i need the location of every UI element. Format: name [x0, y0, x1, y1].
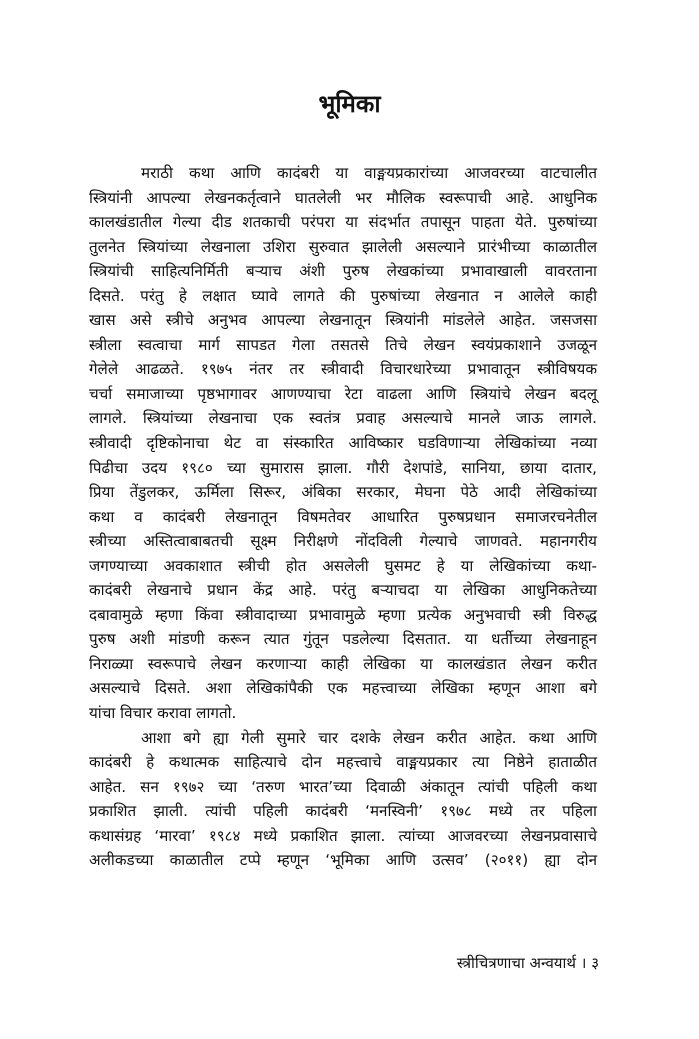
text-line: तुलनेत स्त्रियांच्या लेखनाला उशिरा सुरुवात झालेली असल्याने प्रारंभीच्या काळातील	[89, 237, 597, 256]
text-line: स्त्रीवादी दृष्टिकोनाचा थेट वा संस्कारित आविष्कार घडविणाऱ्या लेखिकांच्या नव्या	[89, 434, 597, 453]
text-line: स्त्रीच्या अस्तित्वाबाबतची सूक्ष्म निरीक्षणे नोंदविली गेल्याचे जाणवते. महानगरीय	[89, 532, 597, 551]
text-line: कादंबरी हे कथात्मक साहित्याचे दोन महत्त्वाचे वाङ्मयप्रकार त्या निष्ठेने हाताळीत	[89, 753, 597, 772]
text-line: खास असे स्त्रीचे अनुभव आपल्या लेखनातून स्त्रियांनी मांडलेले आहेत. जसजसा	[89, 311, 597, 330]
text-line: स्त्रियांनी आपल्या लेखनकर्तृत्वाने घातलेली भर मौलिक स्वरूपाची आहे. आधुनिक	[89, 188, 597, 207]
text-line: स्त्रीला स्वत्वाचा मार्ग सापडत गेला तसतसे तिचे लेखन स्वयंप्रकाशाने उजळून	[89, 335, 597, 354]
text-line: निराळ्या स्वरूपाचे लेखन करणाऱ्या काही लेखिका या कालखंडात लेखन करीत	[89, 654, 597, 673]
text-line: मराठी कथा आणि कादंबरी या वाङ्मयप्रकारांच्या आजवरच्या वाटचालीत	[141, 164, 597, 182]
text-line: कादंबरी लेखनाचे प्रधान केंद्र आहे. परंतु बऱ्याचदा या लेखिका आधुनिकतेच्या	[89, 581, 597, 600]
text-line: स्त्रियांची साहित्यनिर्मिती बऱ्याच अंशी पुरुष लेखकांच्या प्रभावाखाली वावरताना	[89, 262, 597, 281]
text-line: चर्चा समाजाच्या पृष्ठभागावर आणण्याचा रेटा वाढला आणि स्त्रियांचे लेखन बदलू	[89, 384, 597, 403]
text-line: अलीकडच्या काळातील टप्पे म्हणून ‘भूमिका आणि उत्सव’ (२०११) ह्या दोन	[89, 851, 597, 870]
text-line: यांचा विचार करावा लागतो.	[89, 704, 237, 723]
text-line: प्रिया तेंडुलकर, ऊर्मिला सिरूर, अंबिका सरकार, मेघना पेठे आदी लेखिकांच्या	[89, 483, 597, 502]
text-line: जगण्याच्या अवकाशात स्त्रीची होत असलेली घुसमट हे या लेखिकांच्या कथा-	[89, 556, 597, 575]
text-line: पुरुष अशी मांडणी करून त्यात गुंतून पडलेल्या दिसतात. या धर्तीच्या लेखनाहून	[89, 630, 597, 649]
text-line: दबावामुळे म्हणा किंवा स्त्रीवादाच्या प्रभावामुळे म्हणा प्रत्येक अनुभवाची स्त्री विरुद्ध	[89, 605, 597, 624]
text-line: आशा बगे ह्या गेली सुमारे चार दशके लेखन करीत आहेत. कथा आणि	[141, 728, 597, 747]
text-line: दिसते. परंतु हे लक्षात घ्यावे लागते की पुरुषांच्या लेखनात न आलेले काही	[89, 286, 597, 305]
paragraph-2	[89, 726, 597, 873]
text-line: कथासंग्रह ‘मारवा’ १९८४ मध्ये प्रकाशित झाला. त्यांच्या आजवरच्या लेखनप्रवासाचे	[89, 826, 597, 845]
text-line: गेलेले आढळते. १९७५ नंतर तर स्त्रीवादी विचारधारेच्या प्रभावातून स्त्रीविषयक	[89, 360, 597, 379]
text-line: कालखंडातील गेल्या दीड शतकाची परंपरा या संदर्भात तपासून पाहता येते. पुरुषांच्या	[89, 213, 597, 232]
text-line: प्रकाशित झाली. त्यांची पहिली कादंबरी ‘मनस्विनी’ १९७८ मध्ये तर पहिला	[89, 802, 597, 821]
page-title: भूमिका	[318, 90, 381, 118]
text-line: कथा व कादंबरी लेखनातून विषमतेवर आधारित पुरुषप्रधान समाजरचनेतील	[89, 507, 597, 526]
text-line: लागले. स्त्रियांच्या लेखनाचा एक स्वतंत्र प्रवाह असल्याचे मानले जाऊ लागले.	[89, 409, 597, 428]
text-line: आहेत. सन १९७२ च्या ‘तरुण भारत’च्या दिवाळी अंकातून त्यांची पहिली कथा	[89, 777, 597, 796]
paragraph-1	[89, 161, 597, 726]
text-line: पिढीचा उदय १९८० च्या सुमारास झाला. गौरी देशपांडे, सानिया, छाया दातार,	[89, 458, 597, 477]
page-footer: स्त्रीचित्रणाचा अन्वयार्थ । ३	[456, 954, 599, 972]
body-text	[89, 161, 597, 873]
text-line: असल्याचे दिसते. अशा लेखिकांपैकी एक महत्त्वाच्या लेखिका म्हणून आशा बगे	[89, 679, 597, 698]
